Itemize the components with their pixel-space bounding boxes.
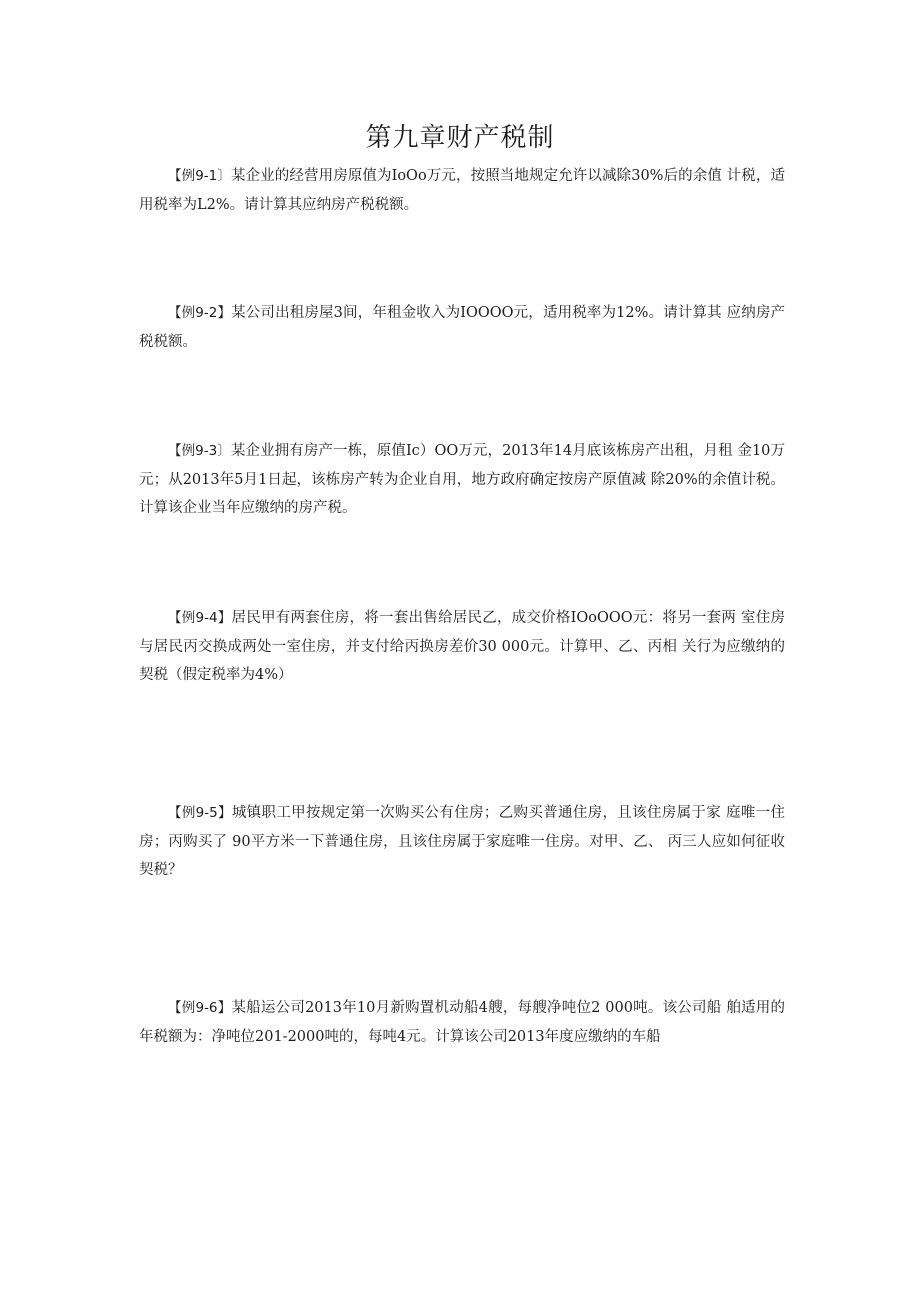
example-tag: 【例9-2】 xyxy=(168,305,232,321)
example-text: 居民甲有两套住房，将一套出售给居民乙，成交价格IOoOOO元：将另一套两 室住房与居民丙交换成两处一室住房，并支付给丙换房差价30 000元。计算甲、乙、丙相 关行为应缴纳的契税（假定税率为4%） xyxy=(139,610,785,683)
example-tag: 【例9-1〕 xyxy=(168,168,231,184)
example-9-3 xyxy=(139,437,785,523)
example-9-1 xyxy=(139,162,785,219)
example-text: 城镇职工甲按规定第一次购买公有住房；乙购买普通住房，且该住房属于家 庭唯一住房；丙购买了 90平方米一下普通住房，且该住房属于家庭唯一住房。对甲、乙、 丙三人应如何征收契税？ xyxy=(139,805,785,878)
example-tag: 【例9-5】 xyxy=(168,805,232,821)
example-9-6 xyxy=(139,994,785,1051)
page-title: 第九章财产税制 xyxy=(365,123,555,153)
example-text: 某船运公司2013年10月新购置机动船4艘，每艘净吨位2 000吨。该公司船 舶适用的年税额为：净吨位201-2000吨的，每吨4元。计算该公司2013年度应缴纳的车船 xyxy=(139,1000,785,1045)
example-9-4 xyxy=(139,604,785,690)
example-tag: 【例9-6】 xyxy=(168,1000,232,1016)
example-9-5 xyxy=(139,799,785,885)
example-tag: 【例9-4】 xyxy=(168,610,232,626)
example-tag: 【例9-3〕 xyxy=(168,443,231,459)
example-text: 某企业拥有房产一栋，原值Ic）OO万元，2013年14月底该栋房产出租，月租 金10万元；从2013年5月1日起，该栋房产转为企业自用，地方政府确定按房产原值减 除20%的余值计税。计算该企业当年应缴纳的房产税。 xyxy=(139,443,785,516)
example-9-2 xyxy=(139,299,785,356)
example-text: 某公司出租房屋3间，年租金收入为IOOOO元，适用税率为12%。请计算其 应纳房产税税额。 xyxy=(139,305,785,350)
example-text: 某企业的经营用房原值为IoOo万元，按照当地规定允许以减除30%后的余值 计税，适用税率为L2%。请计算其应纳房产税税额。 xyxy=(139,168,785,213)
